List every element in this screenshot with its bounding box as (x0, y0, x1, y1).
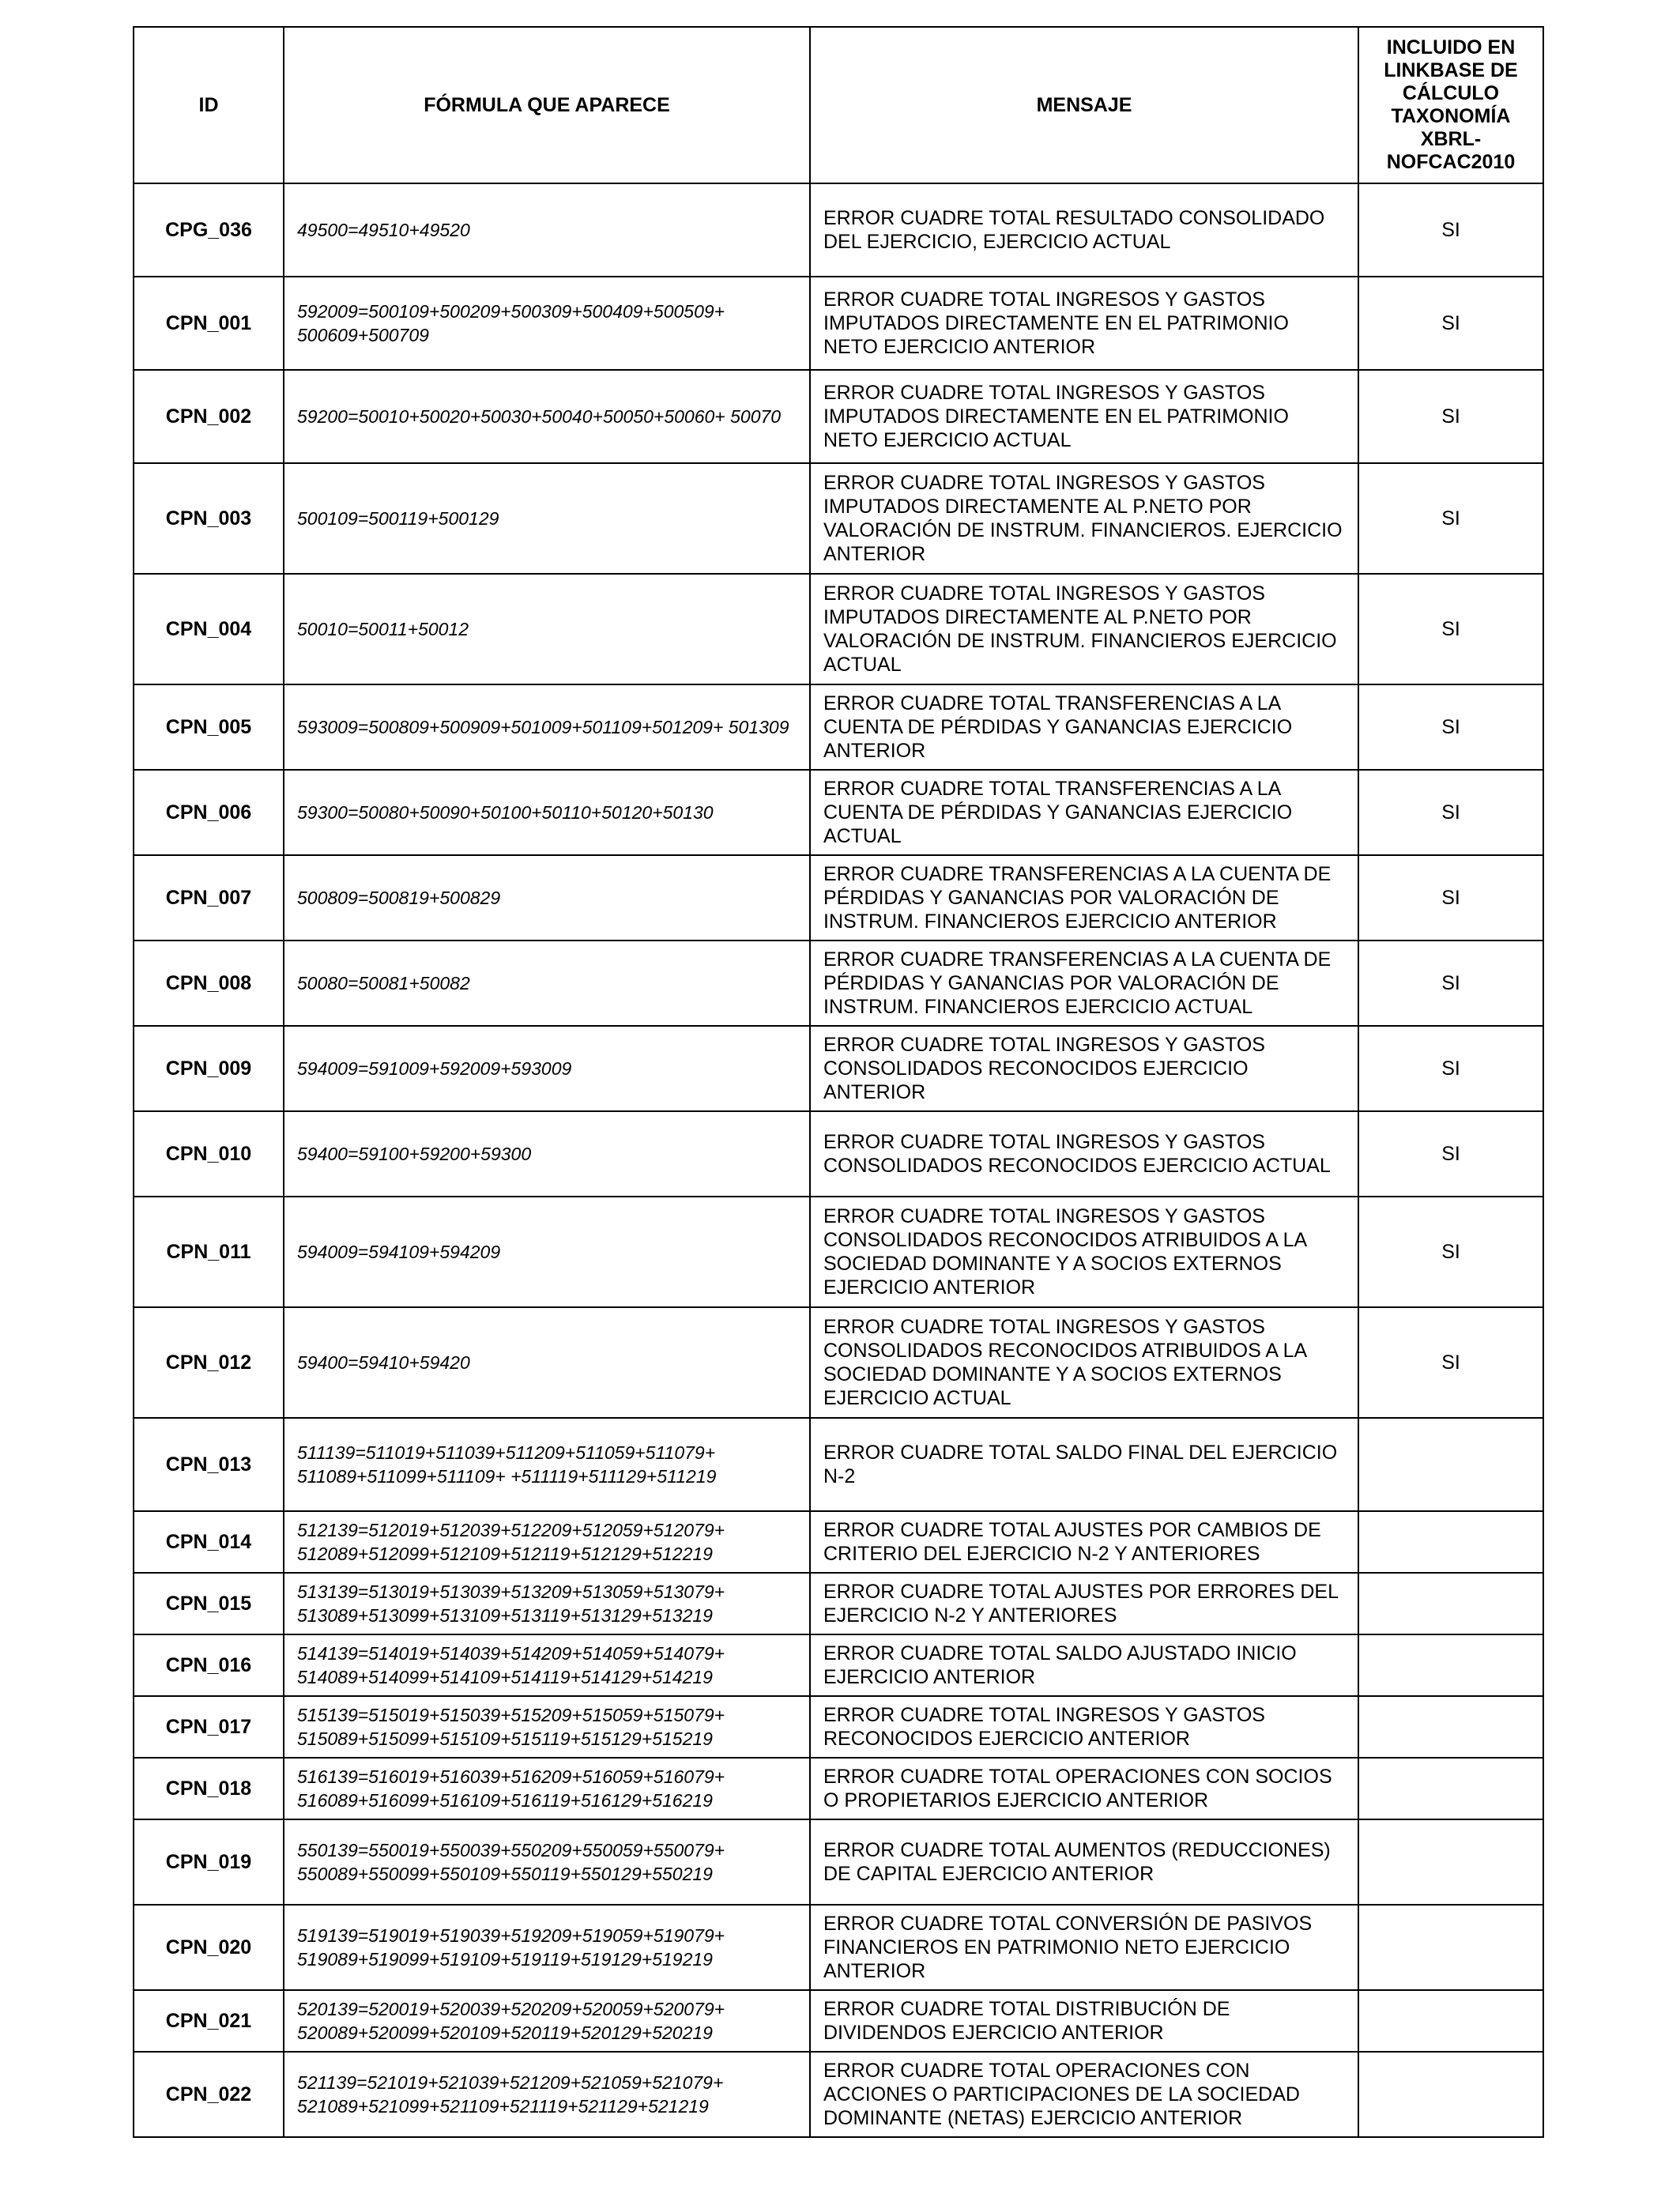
rule-included (1358, 1511, 1543, 1573)
rule-id: CPN_012 (134, 1307, 284, 1418)
rule-included: SI (1358, 463, 1543, 574)
rule-included: SI (1358, 684, 1543, 770)
rule-included: SI (1358, 277, 1543, 370)
rule-formula: 500809=500819+500829 (284, 855, 810, 941)
rule-included: SI (1358, 1111, 1543, 1197)
table-row (134, 1197, 1543, 1307)
rule-formula: 50010=50011+50012 (284, 574, 810, 684)
rule-message: ERROR CUADRE TOTAL DISTRIBUCIÓN DE DIVIDENDOS EJERCICIO ANTERIOR (810, 1990, 1358, 2052)
rule-included: SI (1358, 183, 1543, 277)
rule-included (1358, 1634, 1543, 1696)
table-row (134, 1990, 1543, 2052)
rule-included (1358, 1418, 1543, 1511)
header-message: MENSAJE (810, 27, 1358, 183)
rule-id: CPG_036 (134, 183, 284, 277)
header-formula: FÓRMULA QUE APARECE (284, 27, 810, 183)
rule-message: ERROR CUADRE TOTAL AJUSTES POR CAMBIOS DE CRITERIO DEL EJERCICIO N-2 Y ANTERIORES (810, 1511, 1358, 1573)
rule-id: CPN_004 (134, 574, 284, 684)
rule-included (1358, 1905, 1543, 1990)
header-id: ID (134, 27, 284, 183)
table-row (134, 1905, 1543, 1990)
table-row (134, 1111, 1543, 1197)
rule-id: CPN_011 (134, 1197, 284, 1307)
rule-formula: 592009=500109+500209+500309+500409+500509+ 500609+500709 (284, 277, 810, 370)
table-row (134, 1758, 1543, 1819)
table-row (134, 2052, 1543, 2137)
table-row (134, 1819, 1543, 1905)
rule-included: SI (1358, 1197, 1543, 1307)
rule-id: CPN_001 (134, 277, 284, 370)
rule-message: ERROR CUADRE TOTAL CONVERSIÓN DE PASIVOS FINANCIEROS EN PATRIMONIO NETO EJERCICIO ANTERIOR (810, 1905, 1358, 1990)
rule-formula: 514139=514019+514039+514209+514059+514079+ 514089+514099+514109+514119+514129+514219 (284, 1634, 810, 1696)
rule-included: SI (1358, 574, 1543, 684)
rule-formula: 594009=591009+592009+593009 (284, 1026, 810, 1111)
table-row (134, 770, 1543, 855)
rule-formula: 59400=59100+59200+59300 (284, 1111, 810, 1197)
header-row (134, 27, 1543, 183)
rule-message: ERROR CUADRE TOTAL TRANSFERENCIAS A LA CUENTA DE PÉRDIDAS Y GANANCIAS EJERCICIO ANTERIOR (810, 684, 1358, 770)
validation-rules-table (133, 26, 1544, 2138)
rule-included (1358, 2052, 1543, 2137)
header-included: INCLUIDO EN LINKBASE DE CÁLCULO TAXONOMÍA XBRL-NOFCAC2010 (1358, 27, 1543, 183)
rule-id: CPN_014 (134, 1511, 284, 1573)
table-row (134, 370, 1543, 463)
rule-formula: 520139=520019+520039+520209+520059+520079+ 520089+520099+520109+520119+520129+520219 (284, 1990, 810, 2052)
rule-id: CPN_020 (134, 1905, 284, 1990)
rule-id: CPN_002 (134, 370, 284, 463)
rule-id: CPN_022 (134, 2052, 284, 2137)
rule-message: ERROR CUADRE TOTAL SALDO FINAL DEL EJERCICIO N-2 (810, 1418, 1358, 1511)
table-row (134, 941, 1543, 1026)
rule-included: SI (1358, 941, 1543, 1026)
rule-formula: 515139=515019+515039+515209+515059+515079+ 515089+515099+515109+515119+515129+515219 (284, 1696, 810, 1758)
rule-included: SI (1358, 1307, 1543, 1418)
rule-formula: 59300=50080+50090+50100+50110+50120+50130 (284, 770, 810, 855)
rule-id: CPN_013 (134, 1418, 284, 1511)
rule-formula: 59400=59410+59420 (284, 1307, 810, 1418)
rule-included: SI (1358, 855, 1543, 941)
rule-id: CPN_008 (134, 941, 284, 1026)
rule-included: SI (1358, 770, 1543, 855)
rule-formula: 512139=512019+512039+512209+512059+512079+ 512089+512099+512109+512119+512129+512219 (284, 1511, 810, 1573)
rule-formula: 500109=500119+500129 (284, 463, 810, 574)
rule-message: ERROR CUADRE TOTAL AUMENTOS (REDUCCIONES) DE CAPITAL EJERCICIO ANTERIOR (810, 1819, 1358, 1905)
rule-message: ERROR CUADRE TOTAL RESULTADO CONSOLIDADO DEL EJERCICIO, EJERCICIO ACTUAL (810, 183, 1358, 277)
rule-included (1358, 1696, 1543, 1758)
rule-message: ERROR CUADRE TOTAL TRANSFERENCIAS A LA CUENTA DE PÉRDIDAS Y GANANCIAS EJERCICIO ACTUAL (810, 770, 1358, 855)
rule-message: ERROR CUADRE TOTAL INGRESOS Y GASTOS CONSOLIDADOS RECONOCIDOS ATRIBUIDOS A LA SOCIEDAD DOMINANTE Y A SOCIOS EXTERNOS EJERCICIO ACTUAL (810, 1307, 1358, 1418)
rule-id: CPN_006 (134, 770, 284, 855)
rule-formula: 593009=500809+500909+501009+501109+501209+ 501309 (284, 684, 810, 770)
rule-message: ERROR CUADRE TOTAL INGRESOS Y GASTOS CONSOLIDADOS RECONOCIDOS EJERCICIO ACTUAL (810, 1111, 1358, 1197)
rule-formula: 513139=513019+513039+513209+513059+513079+ 513089+513099+513109+513119+513129+513219 (284, 1573, 810, 1634)
rule-message: ERROR CUADRE TOTAL INGRESOS Y GASTOS IMPUTADOS DIRECTAMENTE EN EL PATRIMONIO NETO EJERCICIO ANTERIOR (810, 277, 1358, 370)
rule-id: CPN_010 (134, 1111, 284, 1197)
rule-included (1358, 1990, 1543, 2052)
rule-included: SI (1358, 370, 1543, 463)
table-row (134, 1696, 1543, 1758)
rule-message: ERROR CUADRE TOTAL INGRESOS Y GASTOS IMPUTADOS DIRECTAMENTE AL P.NETO POR VALORACIÓN DE INSTRUM. FINANCIEROS. EJERCICIO ANTERIOR (810, 463, 1358, 574)
rule-id: CPN_003 (134, 463, 284, 574)
table-row (134, 1634, 1543, 1696)
table-row (134, 1511, 1543, 1573)
rule-message: ERROR CUADRE TOTAL OPERACIONES CON ACCIONES O PARTICIPACIONES DE LA SOCIEDAD DOMINANTE (NETAS) EJERCICIO ANTERIOR (810, 2052, 1358, 2137)
table-row (134, 1418, 1543, 1511)
table-row (134, 277, 1543, 370)
table-row (134, 183, 1543, 277)
rule-formula: 516139=516019+516039+516209+516059+516079+ 516089+516099+516109+516119+516129+516219 (284, 1758, 810, 1819)
rule-included: SI (1358, 1026, 1543, 1111)
table-row (134, 1307, 1543, 1418)
table-row (134, 463, 1543, 574)
rule-id: CPN_016 (134, 1634, 284, 1696)
table-row (134, 1026, 1543, 1111)
rule-message: ERROR CUADRE TOTAL INGRESOS Y GASTOS IMPUTADOS DIRECTAMENTE AL P.NETO POR VALORACIÓN DE INSTRUM. FINANCIEROS EJERCICIO ACTUAL (810, 574, 1358, 684)
rule-id: CPN_017 (134, 1696, 284, 1758)
rule-id: CPN_015 (134, 1573, 284, 1634)
rule-message: ERROR CUADRE TOTAL INGRESOS Y GASTOS RECONOCIDOS EJERCICIO ANTERIOR (810, 1696, 1358, 1758)
rule-message: ERROR CUADRE TOTAL INGRESOS Y GASTOS CONSOLIDADOS RECONOCIDOS EJERCICIO ANTERIOR (810, 1026, 1358, 1111)
rule-formula: 521139=521019+521039+521209+521059+521079+ 521089+521099+521109+521119+521129+521219 (284, 2052, 810, 2137)
rule-message: ERROR CUADRE TOTAL OPERACIONES CON SOCIOS O PROPIETARIOS EJERCICIO ANTERIOR (810, 1758, 1358, 1819)
table-row (134, 855, 1543, 941)
rule-message: ERROR CUADRE TRANSFERENCIAS A LA CUENTA DE PÉRDIDAS Y GANANCIAS POR VALORACIÓN DE INSTRUM. FINANCIEROS EJERCICIO ANTERIOR (810, 855, 1358, 941)
rule-message: ERROR CUADRE TRANSFERENCIAS A LA CUENTA DE PÉRDIDAS Y GANANCIAS POR VALORACIÓN DE INSTRUM. FINANCIEROS EJERCICIO ACTUAL (810, 941, 1358, 1026)
table-row (134, 684, 1543, 770)
table-row (134, 574, 1543, 684)
rule-included (1358, 1819, 1543, 1905)
rule-id: CPN_021 (134, 1990, 284, 2052)
rule-id: CPN_018 (134, 1758, 284, 1819)
rule-id: CPN_005 (134, 684, 284, 770)
rule-message: ERROR CUADRE TOTAL INGRESOS Y GASTOS IMPUTADOS DIRECTAMENTE EN EL PATRIMONIO NETO EJERCICIO ACTUAL (810, 370, 1358, 463)
rule-included (1358, 1758, 1543, 1819)
rule-formula: 511139=511019+511039+511209+511059+511079+ 511089+511099+511109+ +511119+511129+511219 (284, 1418, 810, 1511)
rule-formula: 550139=550019+550039+550209+550059+550079+ 550089+550099+550109+550119+550129+550219 (284, 1819, 810, 1905)
rule-message: ERROR CUADRE TOTAL AJUSTES POR ERRORES DEL EJERCICIO N-2 Y ANTERIORES (810, 1573, 1358, 1634)
rule-formula: 50080=50081+50082 (284, 941, 810, 1026)
rule-formula: 49500=49510+49520 (284, 183, 810, 277)
rule-formula: 59200=50010+50020+50030+50040+50050+50060+ 50070 (284, 370, 810, 463)
rule-included (1358, 1573, 1543, 1634)
rule-formula: 519139=519019+519039+519209+519059+519079+ 519089+519099+519109+519119+519129+519219 (284, 1905, 810, 1990)
rule-formula: 594009=594109+594209 (284, 1197, 810, 1307)
table-row (134, 1573, 1543, 1634)
rule-id: CPN_009 (134, 1026, 284, 1111)
rule-message: ERROR CUADRE TOTAL INGRESOS Y GASTOS CONSOLIDADOS RECONOCIDOS ATRIBUIDOS A LA SOCIEDAD DOMINANTE Y A SOCIOS EXTERNOS EJERCICIO ANTERIOR (810, 1197, 1358, 1307)
rule-id: CPN_007 (134, 855, 284, 941)
rule-id: CPN_019 (134, 1819, 284, 1905)
rule-message: ERROR CUADRE TOTAL SALDO AJUSTADO INICIO EJERCICIO ANTERIOR (810, 1634, 1358, 1696)
